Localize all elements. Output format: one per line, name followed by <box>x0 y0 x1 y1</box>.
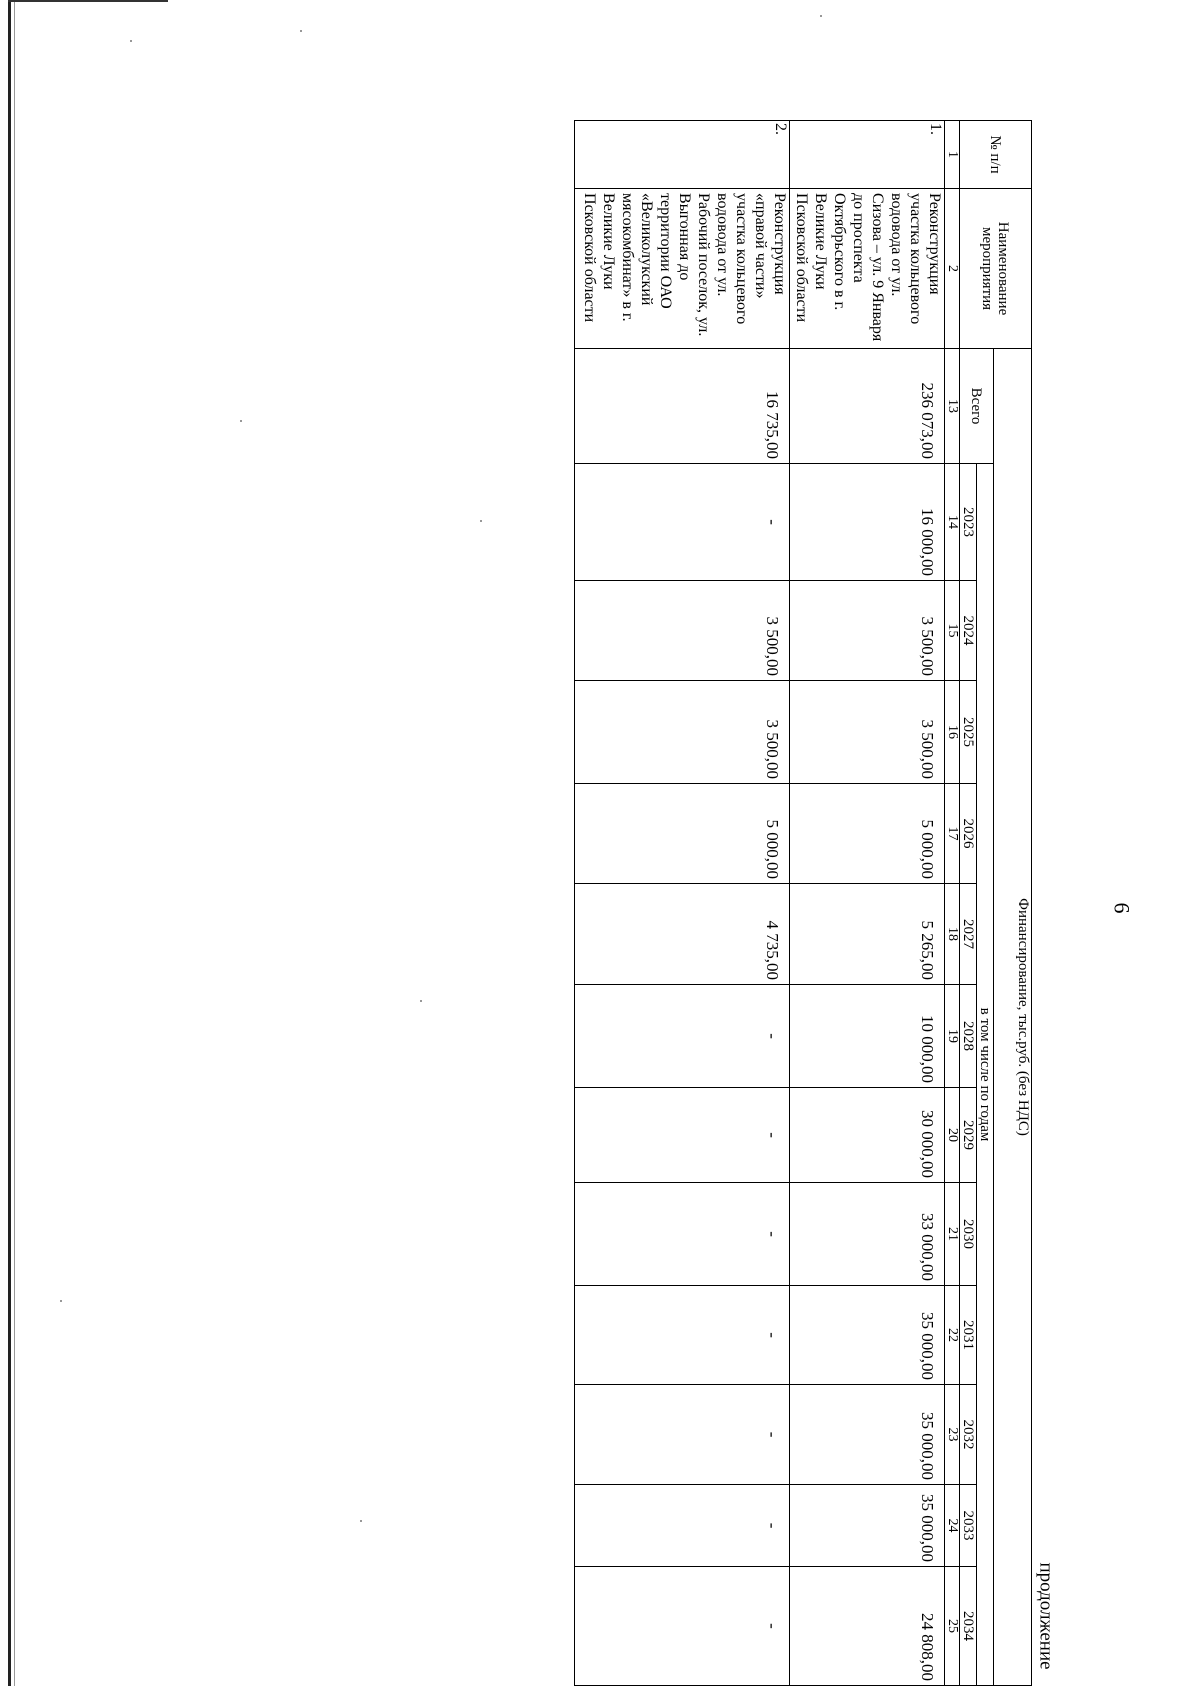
column-number: 2 <box>945 189 960 349</box>
row-number: 1. <box>790 121 945 189</box>
row-value: 30 000,00 <box>790 1088 945 1183</box>
page-number: 6 <box>1109 902 1135 914</box>
scan-speck <box>420 1000 422 1002</box>
row-value: - <box>575 464 790 581</box>
column-number: 23 <box>945 1385 960 1485</box>
scan-speck <box>360 1520 362 1522</box>
column-number: 15 <box>945 581 960 681</box>
financing-table-rotated <box>552 120 1032 1686</box>
column-number: 20 <box>945 1088 960 1183</box>
column-number: 19 <box>945 985 960 1088</box>
header-year: 2034 <box>960 1567 977 1686</box>
row-name: Реконструкция участка кольцевого водовода от ул. Сизова – ул. 9 Января до проспекта Октябрьского в г. Великие Луки Псковской области <box>790 189 945 349</box>
header-no: № п/п <box>960 121 1032 189</box>
row-value: 35 000,00 <box>790 1385 945 1485</box>
financing-table <box>574 120 1032 1686</box>
header-year: 2023 <box>960 464 977 581</box>
continuation-label: продолжение <box>1035 1562 1057 1670</box>
header-year: 2028 <box>960 985 977 1088</box>
column-number: 17 <box>945 784 960 884</box>
row-value: - <box>575 1385 790 1485</box>
column-number: 22 <box>945 1286 960 1385</box>
row-value: 4 735,00 <box>575 884 790 985</box>
header-year: 2026 <box>960 784 977 884</box>
row-value: 10 000,00 <box>790 985 945 1088</box>
column-number: 1 <box>945 121 960 189</box>
row-value: - <box>575 1485 790 1567</box>
row-total: 16 735,00 <box>575 349 790 464</box>
column-number: 24 <box>945 1485 960 1567</box>
table-row <box>790 121 945 1686</box>
row-value: 33 000,00 <box>790 1183 945 1286</box>
row-value: 3 500,00 <box>790 681 945 784</box>
column-number: 21 <box>945 1183 960 1286</box>
row-value: 35 000,00 <box>790 1485 945 1567</box>
row-value: 3 500,00 <box>575 681 790 784</box>
header-name: Наименование мероприятия <box>960 189 1032 349</box>
header-year: 2031 <box>960 1286 977 1385</box>
row-value: - <box>575 1567 790 1686</box>
header-year: 2025 <box>960 681 977 784</box>
scan-speck <box>820 15 822 17</box>
row-value: 35 000,00 <box>790 1286 945 1385</box>
scan-speck <box>480 520 482 522</box>
header-year: 2030 <box>960 1183 977 1286</box>
header-financing: Финансирование, тыс.руб. (без НДС) <box>994 349 1032 1686</box>
row-value: 16 000,00 <box>790 464 945 581</box>
row-value: 3 500,00 <box>575 581 790 681</box>
header-year: 2033 <box>960 1485 977 1567</box>
column-number: 18 <box>945 884 960 985</box>
header-total: Всего <box>960 349 994 464</box>
row-number: 2. <box>575 121 790 189</box>
scan-speck <box>300 30 302 32</box>
row-value: 3 500,00 <box>790 581 945 681</box>
header-year: 2024 <box>960 581 977 681</box>
scan-edge <box>8 0 11 1686</box>
row-value: 5 000,00 <box>790 784 945 884</box>
table-row <box>575 121 790 1686</box>
column-number: 25 <box>945 1567 960 1686</box>
row-total: 236 073,00 <box>790 349 945 464</box>
row-value: - <box>575 1183 790 1286</box>
scan-speck <box>130 40 132 42</box>
scan-speck <box>60 1300 62 1302</box>
row-value: 5 265,00 <box>790 884 945 985</box>
header-year: 2029 <box>960 1088 977 1183</box>
row-value: - <box>575 985 790 1088</box>
row-value: - <box>575 1286 790 1385</box>
header-by-years: в том числе по годам <box>977 464 994 1686</box>
header-year: 2027 <box>960 884 977 985</box>
scan-edge-shadow <box>14 0 15 1686</box>
scan-top-edge <box>8 0 168 2</box>
row-value: 24 808,00 <box>790 1567 945 1686</box>
row-name: Реконструкция «правой части» участка кольцевого водовода от ул. Рабочий поселок, ул. Выгонная до территории ОАО «Великолукский мясокомбинат» в г. Великие Луки Псковской области <box>575 189 790 349</box>
header-year: 2032 <box>960 1385 977 1485</box>
column-number: 13 <box>945 349 960 464</box>
column-number: 14 <box>945 464 960 581</box>
row-value: 5 000,00 <box>575 784 790 884</box>
scan-speck <box>240 420 242 422</box>
column-number: 16 <box>945 681 960 784</box>
row-value: - <box>575 1088 790 1183</box>
